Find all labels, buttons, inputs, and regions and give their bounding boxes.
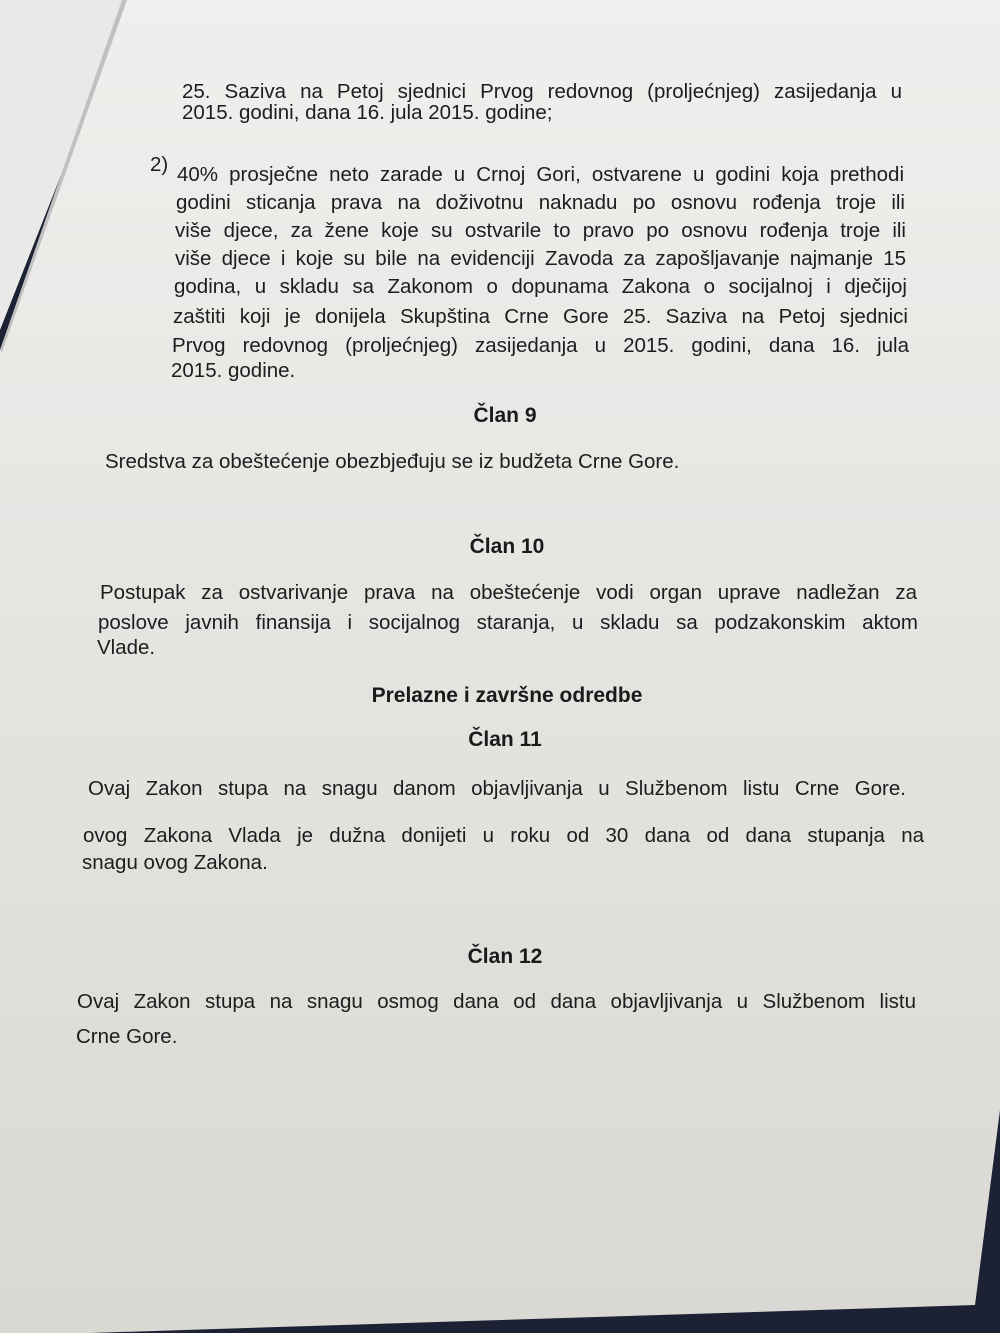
text-line: Postupak za ostvarivanje prava na obeštećenje vodi organ uprave nadležan za: [100, 581, 917, 604]
text-line: snagu ovog Zakona.: [82, 851, 268, 874]
text-line: 40% prosječne neto zarade u Crnoj Gori, ostvarene u godini koja prethodi: [177, 163, 904, 186]
text-line: više djece i koje su bile na evidenciji Zavoda za zapošljavanje najmanje 15: [175, 247, 906, 270]
text-line: Vlade.: [97, 636, 156, 659]
text-line: 2015. godine.: [171, 359, 296, 382]
text-line: zaštiti koji je donijela Skupština Crne Gore 25. Saziva na Petoj sjednici: [173, 305, 908, 328]
text-line: 2015. godini, dana 16. jula 2015. godine;: [182, 101, 553, 124]
text-line: ovog Zakona Vlada je dužna donijeti u roku od 30 dana od dana stupanja na: [83, 824, 924, 847]
text-line: Sredstva za obeštećenje obezbjeđuju se iz budžeta Crne Gore.: [105, 450, 680, 473]
article-heading: Član 9: [473, 404, 537, 427]
article-heading: Član 10: [469, 535, 545, 558]
text-line: godini sticanja prava na doživotnu naknadu po osnovu rođenja troje ili: [176, 191, 905, 214]
text-line: Ovaj Zakon stupa na snagu osmog dana od dana objavljivanja u Službenom listu: [77, 990, 916, 1013]
text-line: Prvog redovnog (proljećnjeg) zasijedanja u 2015. godini, dana 16. jula: [172, 334, 909, 357]
text-line: 25. Saziva na Petoj sjednici Prvog redovnog (proljećnjeg) zasijedanja u: [182, 80, 902, 103]
list-marker: 2): [150, 153, 169, 176]
text-line: Crne Gore.: [76, 1025, 178, 1048]
text-line: godina, u skladu sa Zakonom o dopunama Zakona o socijalnoj i dječijoj: [174, 275, 907, 298]
text-line: Ovaj Zakon stupa na snagu danom objavljivanja u Službenom listu Crne Gore.: [88, 777, 906, 800]
section-heading: Prelazne i završne odredbe: [371, 684, 643, 707]
article-heading: Član 12: [467, 945, 543, 968]
article-heading: Član 11: [468, 728, 542, 751]
text-line: više djece, za žene koje su ostvarile to pravo po osnovu rođenja troje ili: [175, 219, 906, 242]
text-line: poslove javnih finansija i socijalnog staranja, u skladu sa podzakonskim aktom: [98, 611, 918, 634]
